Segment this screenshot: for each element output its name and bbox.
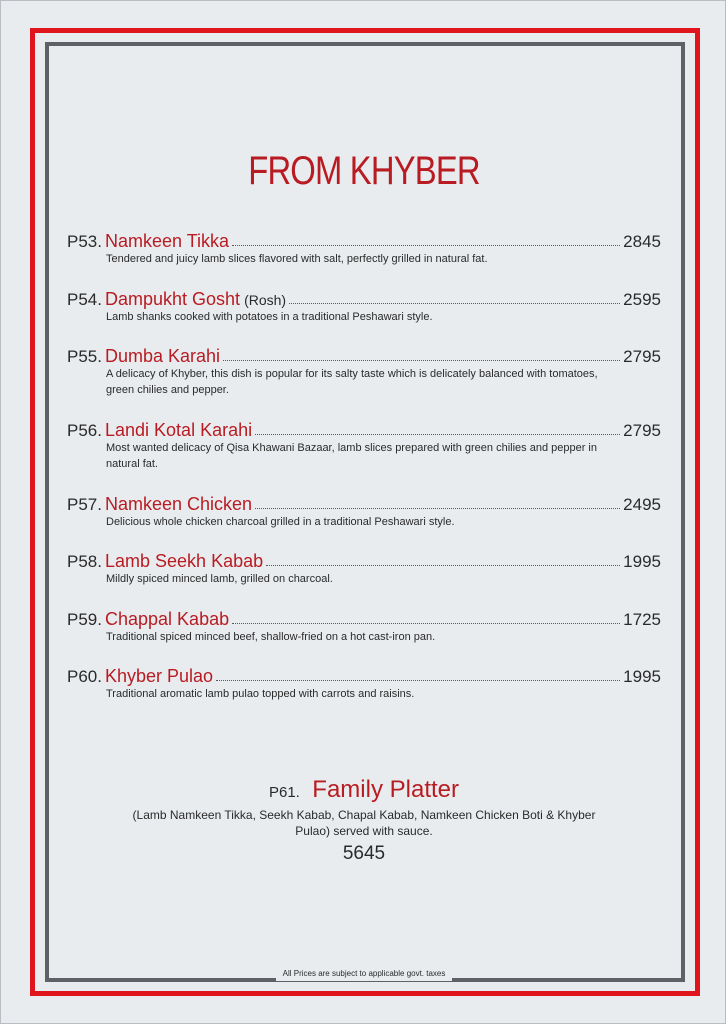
menu-item <box>67 418 661 472</box>
item-name: Chappal Kabab <box>105 609 230 629</box>
item-name: Lamb Seekh Kabab <box>105 551 264 571</box>
dotted-leader <box>232 607 620 624</box>
item-code: P60. <box>67 667 102 686</box>
item-code: P56. <box>67 421 102 440</box>
item-name: Landi Kotal Karahi <box>105 420 253 440</box>
menu-item <box>67 229 661 267</box>
item-price: 1995 <box>623 667 661 686</box>
dotted-leader <box>223 344 620 361</box>
item-price: 2795 <box>623 421 661 440</box>
menu-item <box>67 287 661 325</box>
item-name-suffix: (Rosh) <box>244 292 287 308</box>
item-code: P55. <box>67 347 102 366</box>
item-price: 1995 <box>623 552 661 571</box>
item-price: 1725 <box>623 610 661 629</box>
item-name: Namkeen Tikka <box>105 231 230 251</box>
item-name: Namkeen Chicken <box>105 494 253 514</box>
platter-code: P61. <box>268 784 300 801</box>
platter-heading <box>1 775 726 805</box>
item-price: 2845 <box>623 232 661 251</box>
item-name: Dampukht Gosht <box>105 289 241 309</box>
dotted-leader <box>289 287 620 304</box>
section-title: FROM KHYBER <box>248 149 480 193</box>
item-description: Tendered and juicy lamb slices flavored with salt, perfectly grilled in natural fat. <box>106 253 488 265</box>
item-description: Mildly spiced minced lamb, grilled on charcoal. <box>106 573 333 585</box>
dotted-leader <box>216 664 620 681</box>
item-description: Traditional spiced minced beef, shallow-fried on a hot cast-iron pan. <box>106 631 436 643</box>
item-price: 2495 <box>623 495 661 514</box>
platter-price: 5645 <box>342 843 386 864</box>
item-description: Delicious whole chicken charcoal grilled in a traditional Peshawari style. <box>106 516 455 528</box>
menu-item <box>67 549 661 587</box>
menu-item <box>67 607 661 645</box>
item-name: Khyber Pulao <box>105 666 214 686</box>
menu-item <box>67 344 661 398</box>
item-code: P54. <box>67 290 102 309</box>
item-description: Most wanted delicacy of Qisa Khawani Bazaar, lamb slices prepared with green chilies and pepper in natural fat. <box>106 442 597 470</box>
item-description: A delicacy of Khyber, this dish is popular for its salty taste which is delicately balanced with tomatoes, green chilies and pepper. <box>106 368 598 396</box>
dotted-leader <box>255 492 620 509</box>
item-description: Traditional aromatic lamb pulao topped with carrots and raisins. <box>106 688 415 700</box>
item-code: P58. <box>67 552 102 571</box>
dotted-leader <box>266 549 620 566</box>
item-name: Dumba Karahi <box>105 346 221 366</box>
menu-item <box>67 664 661 702</box>
item-code: P53. <box>67 232 102 251</box>
dotted-leader <box>232 229 620 246</box>
item-price: 2595 <box>623 290 661 309</box>
platter-name: Family Platter <box>312 776 459 803</box>
dotted-leader <box>255 418 620 435</box>
platter-description: (Lamb Namkeen Tikka, Seekh Kabab, Chapal Kabab, Namkeen Chicken Boti & Khyber Pulao) served with sauce. <box>132 808 596 838</box>
item-code: P59. <box>67 610 102 629</box>
menu-item <box>67 492 661 530</box>
tax-note: All Prices are subject to applicable govt. taxes <box>276 967 452 981</box>
item-price: 2795 <box>623 347 661 366</box>
item-code: P57. <box>67 495 102 514</box>
item-description: Lamb shanks cooked with potatoes in a traditional Peshawari style. <box>106 311 433 323</box>
